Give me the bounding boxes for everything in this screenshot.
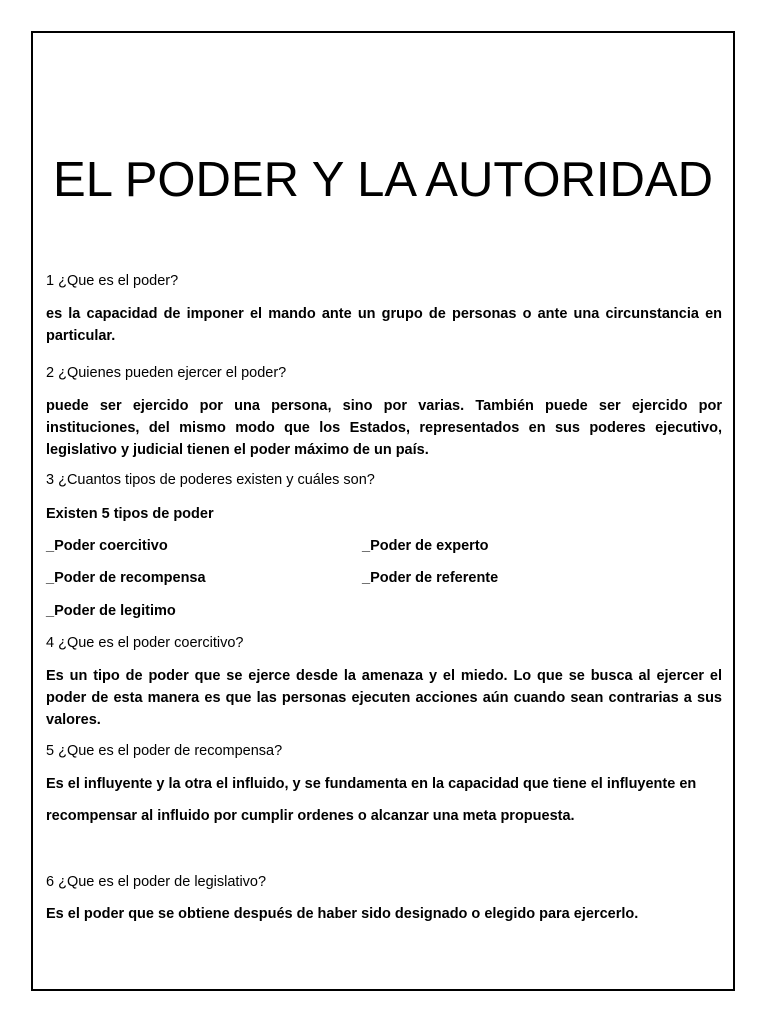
answer-5-line-2: recompensar al influido por cumplir ordenes o alcanzar una meta propuesta. <box>46 808 575 824</box>
power-type-referente: _Poder de referente <box>362 570 499 586</box>
answer-6: Es el poder que se obtiene después de haber sido designado o elegido para ejercerlo. <box>46 906 639 922</box>
question-1: 1 ¿Que es el poder? <box>46 273 179 289</box>
question-5: 5 ¿Que es el poder de recompensa? <box>46 743 283 759</box>
power-type-coercitivo: _Poder coercitivo <box>46 538 168 554</box>
answer-1: es la capacidad de imponer el mando ante un grupo de personas o ante una circunstancia en particular. <box>46 306 722 344</box>
question-3: 3 ¿Cuantos tipos de poderes existen y cuáles son? <box>46 472 375 488</box>
question-6: 6 ¿Que es el poder de legislativo? <box>46 874 267 890</box>
answer-3-intro: Existen 5 tipos de poder <box>46 506 214 522</box>
power-type-legitimo: _Poder de legitimo <box>46 603 176 619</box>
power-type-recompensa: _Poder de recompensa <box>46 570 206 586</box>
question-4: 4 ¿Que es el poder coercitivo? <box>46 635 244 651</box>
answer-4: Es un tipo de poder que se ejerce desde la amenaza y el miedo. Lo que se busca al ejercer el poder de esta manera es que las personas ejecuten acciones aún cuando sean contrarias a sus valores. <box>46 668 722 728</box>
document-title: EL PODER Y LA AUTORIDAD <box>53 153 713 207</box>
question-2: 2 ¿Quienes pueden ejercer el poder? <box>46 365 287 381</box>
answer-5-line-1: Es el influyente y la otra el influido, y se fundamenta en la capacidad que tiene el influyente en <box>46 776 697 792</box>
power-type-experto: _Poder de experto <box>362 538 489 554</box>
answer-2: puede ser ejercido por una persona, sino por varias. También puede ser ejercido por instituciones, del mismo modo que los Estados, representados en sus poderes ejecutivo, legislativo y judicial tienen el poder máximo de un país. <box>46 398 722 458</box>
